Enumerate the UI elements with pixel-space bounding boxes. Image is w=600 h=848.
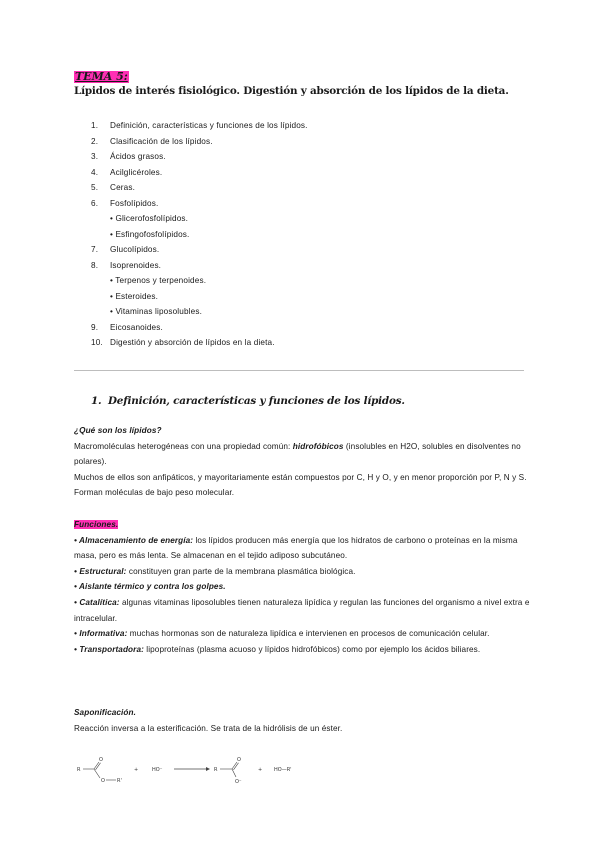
- question-heading: ¿Qué son los lípidos?: [74, 426, 162, 435]
- funcion-item: • Aislante térmico y contra los golpes.: [74, 582, 226, 592]
- plus-sign: +: [134, 767, 139, 773]
- funciones-block: [74, 517, 534, 657]
- funcion-item: • Informativa: muchas hormonas son de naturaleza lipídica e intervienen en procesos de comunicación celular.: [74, 629, 490, 639]
- toc-subitem: • Terpenos y terpenoides.: [110, 276, 207, 285]
- product-carbonyl-oxygen-label: O: [237, 757, 241, 763]
- toc-item: 6. Fosfolípidos.: [91, 198, 159, 208]
- toc-subitem: • Esfingofosfolípidos.: [110, 229, 190, 239]
- toc-subitem: • Esteroides.: [110, 291, 159, 301]
- composition-paragraph: Muchos de ellos son anfipáticos, y mayoritariamente están compuestos por C, H y O, y en menor proporción por P, N y S. Forman moléculas de bajo peso molecular.: [74, 472, 527, 498]
- reactant-r-label: R: [77, 767, 81, 773]
- toc-item: 7. Glucolípidos.: [91, 245, 160, 254]
- toc-item: 2. Clasificación de los lípidos.: [91, 136, 213, 146]
- funcion-item: • Catalítica: algunas vitaminas liposolubles tienen naturaleza lipídica y regulan las funciones del organismo a nivel extra e intracelular.: [74, 597, 530, 623]
- funciones-heading: Funciones.: [74, 520, 119, 529]
- reactant-rprime-label: R': [117, 778, 122, 784]
- section-divider: [74, 370, 524, 371]
- saponification-reaction-diagram: [74, 752, 354, 792]
- plus-sign: +: [258, 767, 263, 773]
- hydroxide-label: HO⁻: [152, 767, 163, 773]
- carbonyl-oxygen-label: O: [99, 757, 103, 763]
- saponificacion-block: [74, 705, 534, 736]
- alcohol-label: HO—R': [274, 767, 292, 773]
- funcion-item: • Almacenamiento de energía: los lípidos producen más energía que los hidratos de carbono o proteínas en la misma masa, pero es más lenta. Se almacenan en el tejido adiposo subcutáneo.: [74, 535, 518, 561]
- ester-oxygen-label: O: [101, 778, 105, 784]
- toc-subitem: • Vitaminas liposolubles.: [110, 307, 203, 316]
- document-title: Lípidos de interés fisiológico. Digestión y absorción de los lípidos de la dieta.: [74, 85, 509, 97]
- toc-item: 8. Isoprenoides.: [91, 260, 162, 270]
- toc-item: 3. Ácidos grasos.: [91, 152, 166, 161]
- definition-block: [74, 423, 534, 501]
- saponificacion-text: Reacción inversa a la esterificación. Se trata de la hidrólisis de un éster.: [74, 723, 343, 733]
- toc-item: 5. Ceras.: [91, 183, 136, 192]
- section-heading: 1. Definición, características y funciones de los lípidos.: [91, 395, 405, 407]
- product-r-label: R: [214, 767, 218, 773]
- toc-item: 4. Acilglicéroles.: [91, 167, 163, 177]
- funcion-item: • Estructural: constituyen gran parte de la membrana plasmática biológica.: [74, 566, 356, 576]
- toc-subitem: • Glicerofosfolípidos.: [110, 214, 189, 223]
- toc-item: 9. Eicosanoides.: [91, 322, 163, 332]
- toc-item: 1. Definición, características y funciones de los lípidos.: [91, 121, 308, 130]
- tema-label: TEMA 5:: [75, 70, 128, 83]
- carboxylate-oxygen-label: O⁻: [235, 779, 242, 785]
- definition-paragraph: Macromoléculas heterogéneas con una propiedad común: hidrofóbicos (insolubles en H2O, solubles en disolventes no polares).: [74, 441, 521, 467]
- toc-item: 10. Digestión y absorción de lípidos en la dieta.: [91, 338, 275, 347]
- table-of-contents: [91, 118, 511, 351]
- funcion-item: • Transportadora: lipoproteínas (plasma acuoso y lípidos hidrofóbicos) como por ejemplo los ácidos biliares.: [74, 644, 481, 654]
- saponificacion-heading: Saponificación.: [74, 708, 137, 717]
